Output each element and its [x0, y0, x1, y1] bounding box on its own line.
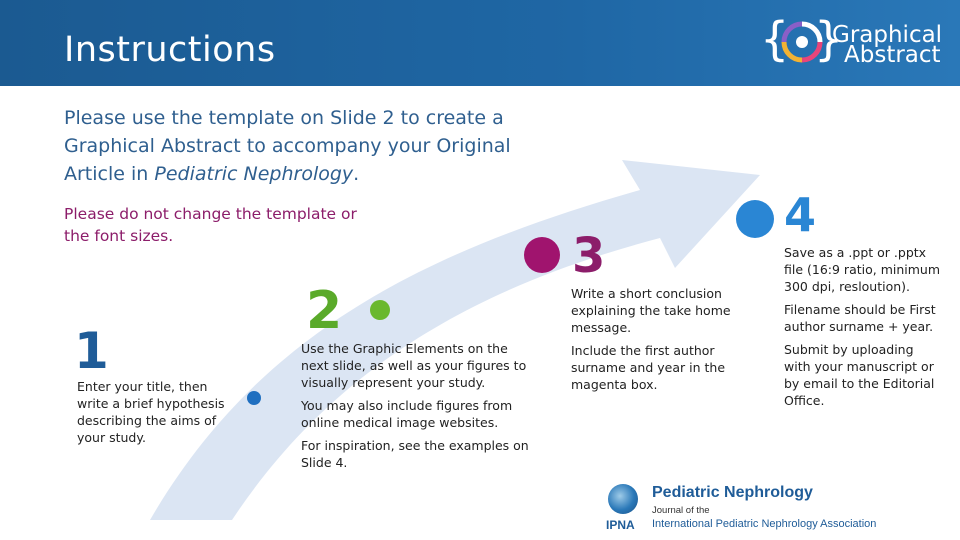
step-2-dot [370, 300, 390, 320]
intro-journal-name: Pediatric Nephrology [154, 163, 354, 185]
logo-brace-close: } [814, 12, 844, 66]
step-3-paragraph-1: Write a short conclusion explaining the take home message. [571, 286, 731, 335]
logo-text-graphical: Graphical [832, 22, 943, 48]
intro-period: . [353, 163, 360, 185]
step-1-text [77, 378, 237, 452]
step-3-number: 3 [572, 228, 606, 284]
step-1-paragraph: Enter your title, then write a brief hypothesis describing the aims of your study. [77, 379, 225, 445]
ipna-logo [600, 478, 940, 538]
globe-icon [608, 484, 638, 514]
page-title: Instructions [64, 30, 276, 70]
step-4-text [784, 244, 944, 415]
step-3-dot [524, 237, 560, 273]
logo-text-abstract: Abstract [844, 42, 941, 68]
step-3-paragraph-2: Include the first author surname and year in the magenta box. [571, 343, 726, 392]
step-2-paragraph-2: You may also include figures from online medical image websites. [301, 398, 513, 430]
step-4-paragraph-3: Submit by uploading with your manuscript or by email to the Editorial Office. [784, 342, 935, 408]
step-2-paragraph-3: For inspiration, see the examples on Slide 4. [301, 438, 529, 470]
step-2-text [301, 340, 536, 477]
ipna-abbreviation: IPNA [606, 518, 635, 532]
step-3-text [571, 285, 746, 399]
journal-name: Pediatric Nephrology [652, 484, 813, 501]
step-1-number: 1 [74, 322, 109, 380]
step-1-dot [247, 391, 261, 405]
intro-text: Please use the template on Slide 2 to create a Graphical Abstract to accompany your Original Article in [64, 107, 511, 185]
logo-brace-open: { [760, 12, 790, 66]
step-4-dot [736, 200, 774, 238]
template-note: Please do not change the template or the font sizes. [64, 205, 357, 245]
step-4-paragraph-2: Filename should be First author surname + year. [784, 302, 936, 334]
step-4-paragraph-1: Save as a .ppt or .pptx file (16:9 ratio, minimum 300 dpi, reslоution). [784, 245, 941, 294]
step-4-number: 4 [784, 188, 817, 242]
journal-subtitle: Journal of the [652, 505, 710, 516]
step-2-number: 2 [306, 281, 343, 341]
intro-paragraph [64, 104, 534, 188]
step-2-paragraph-1: Use the Graphic Elements on the next slide, as well as your figures to visually represent your study. [301, 341, 527, 390]
association-name: International Pediatric Nephrology Association [652, 518, 877, 530]
